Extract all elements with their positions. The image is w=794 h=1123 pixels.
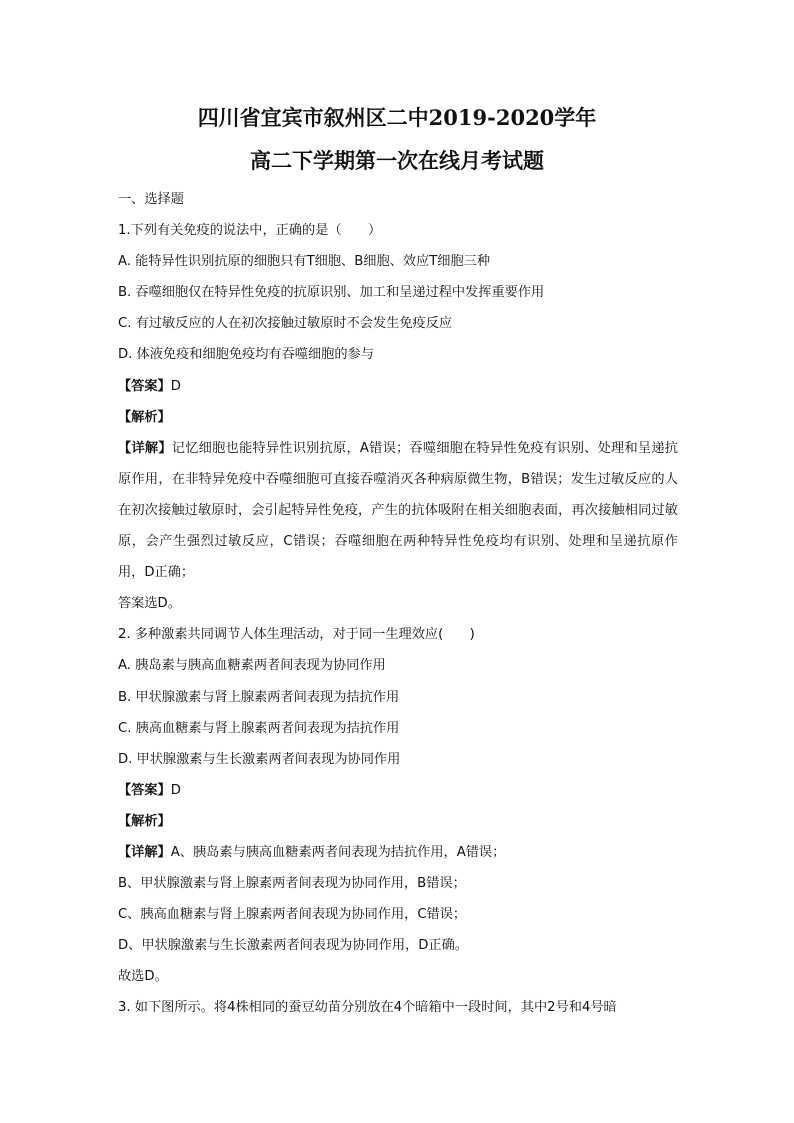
answer-tag: 【答案】 [118,782,171,798]
question-1-detail [118,433,678,588]
question-2-detail-b: B、甲状腺激素与肾上腺素两者间表现为协同作用，B错误； [118,876,466,892]
document-body [118,184,678,1024]
question-2-stem: 2. 多种激素共同调节人体生理活动，对于同一生理效应( ) [118,627,475,643]
detail-tag: 【详解】 [118,844,171,860]
question-2-option-d: D. 甲状腺激素与生长激素两者间表现为协同作用 [118,751,401,767]
document-title-line2: 高二下学期第一次在线月考试题 [250,148,544,173]
question-2-option-b: B. 甲状腺激素与肾上腺素两者间表现为拮抗作用 [118,689,400,705]
question-1-stem: 1.下列有关免疫的说法中，正确的是（ ） [118,223,382,239]
question-2-option-a: A. 胰岛素与胰高血糖素两者间表现为协同作用 [118,658,386,674]
question-1-option-a: A. 能特异性识别抗原的细胞只有T细胞、B细胞、效应T细胞三种 [118,254,491,270]
question-2-detail-a [118,837,678,868]
question-1-analysis-tag [118,402,678,433]
question-2-conclusion: 故选D。 [118,969,168,985]
answer-value: D [170,378,181,394]
question-2-detail-c: C、胰高血糖素与肾上腺素两者间表现为协同作用，C错误； [118,907,467,923]
answer-tag: 【答案】 [118,378,171,394]
question-2-option-c: C. 胰高血糖素与肾上腺素两者间表现为拮抗作用 [118,720,400,736]
analysis-tag: 【解析】 [118,409,171,425]
detail-tag: 【详解】 [118,440,172,456]
answer-value: D [170,782,181,798]
question-1-conclusion: 答案选D。 [118,596,181,612]
document-title-line1: 四川省宜宾市叙州区二中2019-2020学年 [197,105,597,130]
section-heading: 一、选择题 [118,192,184,207]
question-2-answer [118,775,678,806]
question-1-option-b: B. 吞噬细胞仅在特异性免疫的抗原识别、加工和呈递过程中发挥重要作用 [118,285,545,301]
question-1-answer [118,371,678,402]
question-1-option-d: D. 体液免疫和细胞免疫均有吞噬细胞的参与 [118,347,374,363]
question-2-analysis-tag [118,806,678,837]
question-1-option-c: C. 有过敏反应的人在初次接触过敏原时不会发生免疫反应 [118,316,453,332]
question-2-detail-d: D、甲状腺激素与生长激素两者间表现为协同作用，D正确。 [118,938,468,954]
question-3-stem: 3. 如下图所示。将4株相同的蚕豆幼苗分别放在4个暗箱中一段时间，其中2号和4号暗 [118,1000,617,1016]
detail-text: A、胰岛素与胰高血糖素两者间表现为拮抗作用，A错误； [170,844,506,860]
detail-text: 记忆细胞也能特异性识别抗原，A错误；吞噬细胞在特异性免疫有识别、处理和呈递抗原作用，在非特异免疫中吞噬细胞可直接吞噬消灭各种病原微生物，B错误；发生过敏反应的人在初次接触过敏原时，会引起特异性免疫，产生的抗体吸附在相关细胞表面，再次接触相同过敏原，会产生强烈过敏反应，C错误；吞噬细胞在两种特异性免疫均有识别、处理和呈递抗原作用，D正确； [118,440,678,581]
analysis-tag: 【解析】 [118,813,171,829]
